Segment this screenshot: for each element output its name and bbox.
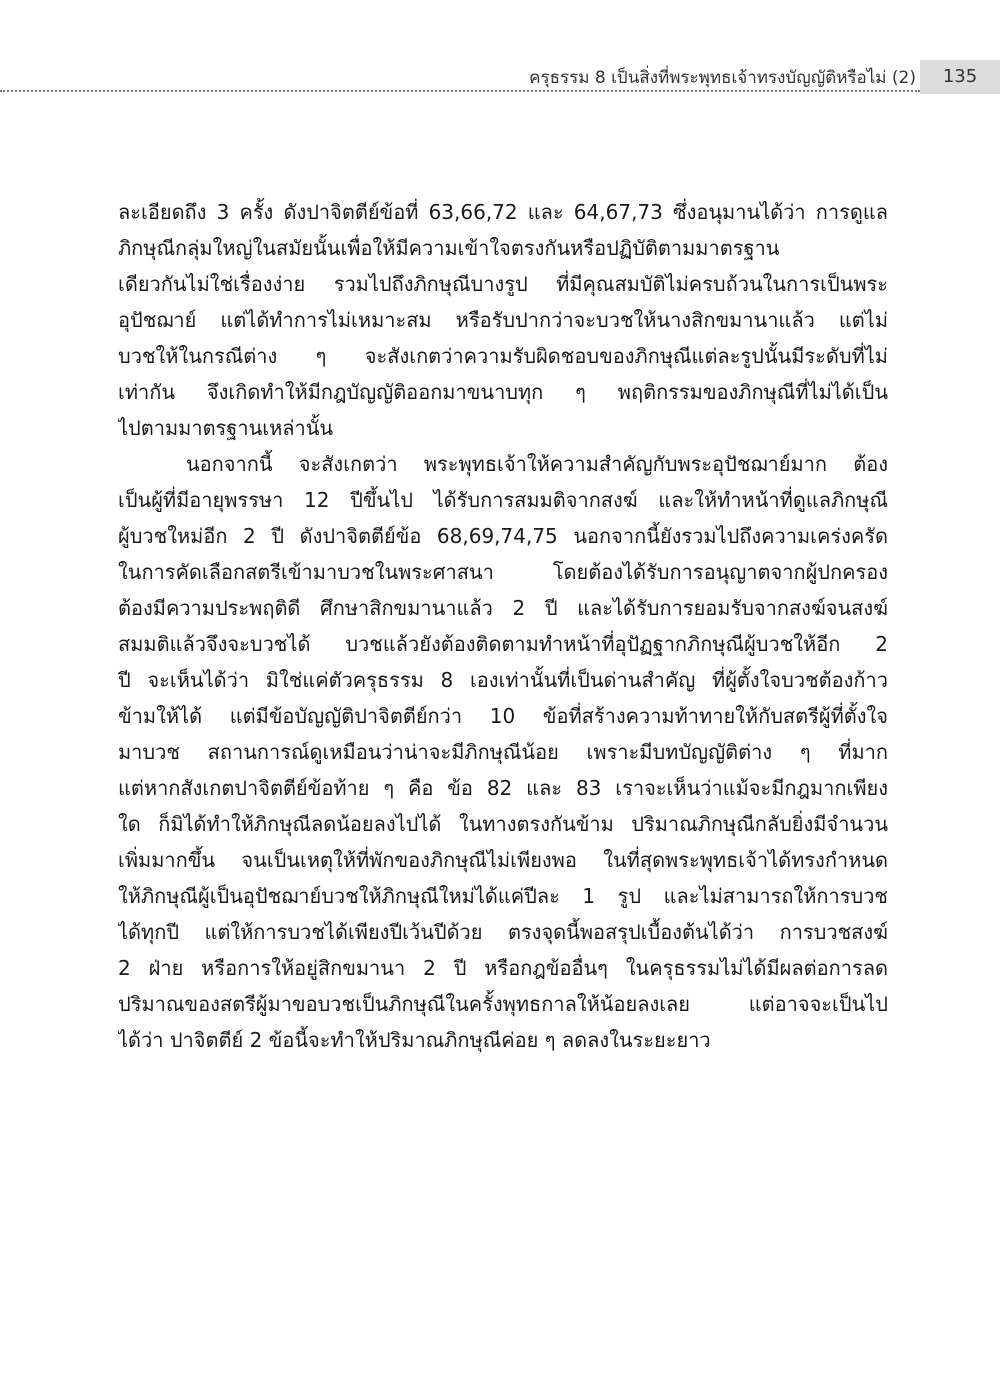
- text-line: ไปตามมาตรฐานเหล่านั้น: [118, 416, 334, 440]
- text-line: สมมติแล้วจึงจะบวชได้ บวชแล้วยังต้องติดตามทำหน้าที่อุปัฏฐากภิกษุณีผู้บวชให้อีก 2: [118, 632, 888, 656]
- text-line: เดียวกันไม่ใช่เรื่องง่าย รวมไปถึงภิกษุณีบางรูป ที่มีคุณสมบัติไม่ครบถ้วนในการเป็นพระ: [118, 272, 888, 296]
- text-line: ต้องมีความประพฤติดี ศึกษาสิกขมานาแล้ว 2 ปี และได้รับการยอมรับจากสงฆ์จนสงฆ์: [118, 596, 888, 620]
- text-line: ปริมาณของสตรีผู้มาขอบวชเป็นภิกษุณีในครั้งพุทธกาลให้น้อยลงเลย แต่อาจจะเป็นไป: [118, 992, 888, 1016]
- text-line: ภิกษุณีกลุ่มใหญ่ในสมัยนั้นเพื่อให้มีความเข้าใจตรงกันหรือปฏิบัติตามมาตรฐาน: [118, 236, 780, 260]
- text-line: 2 ฝ่าย หรือการให้อยู่สิกขมานา 2 ปี หรือกฎข้ออื่นๆ ในครุธรรมไม่ได้มีผลต่อการลด: [118, 956, 888, 980]
- running-header-title: ครุธรรม 8 เป็นสิ่งที่พระพุทธเจ้าทรงบัญญัติหรือไม่ (2): [529, 68, 916, 88]
- page-number: 135: [920, 60, 1000, 94]
- text-line: มาบวช สถานการณ์ดูเหมือนว่าน่าจะมีภิกษุณีน้อย เพราะมีบทบัญญัติต่าง ๆ ที่มาก: [118, 740, 888, 764]
- text-line: ผู้บวชใหม่อีก 2 ปี ดังปาจิตตีย์ข้อ 68,69,74,75 นอกจากนี้ยังรวมไปถึงความเคร่งครัด: [118, 524, 888, 548]
- text-line: ละเอียดถึง 3 ครั้ง ดังปาจิตตีย์ข้อที่ 63,66,72 และ 64,67,73 ซึ่งอนุมานได้ว่า การดูแล: [118, 200, 888, 224]
- text-line: แต่หากสังเกตปาจิตตีย์ข้อท้าย ๆ คือ ข้อ 82 และ 83 เราจะเห็นว่าแม้จะมีกฎมากเพียง: [118, 776, 888, 800]
- text-line: ได้ทุกปี แต่ให้การบวชได้เพียงปีเว้นปีด้วย ตรงจุดนี้พอสรุปเบื้องต้นได้ว่า การบวชสงฆ์: [118, 920, 888, 944]
- header-dotted-rule: [0, 90, 920, 92]
- paragraph-2: [118, 446, 888, 1058]
- text-line: ได้ว่า ปาจิตตีย์ 2 ข้อนี้จะทำให้ปริมาณภิกษุณีค่อย ๆ ลดลงในระยะยาว: [118, 1028, 711, 1052]
- text-line: เท่ากัน จึงเกิดทำให้มีกฎบัญญัติออกมาขนาบทุก ๆ พฤติกรรมของภิกษุณีที่ไม่ได้เป็น: [118, 380, 888, 404]
- text-line: ให้ภิกษุณีผู้เป็นอุปัชฌาย์บวชให้ภิกษุณีใหม่ได้แค่ปีละ 1 รูป และไม่สามารถให้การบวช: [118, 884, 888, 908]
- text-line: ในการคัดเลือกสตรีเข้ามาบวชในพระศาสนา โดยต้องได้รับการอนุญาตจากผู้ปกครอง: [118, 560, 888, 584]
- running-header: [0, 60, 1000, 94]
- text-line: อุปัชฌาย์ แต่ได้ทำการไม่เหมาะสม หรือรับปากว่าจะบวชให้นางสิกขมานาแล้ว แต่ไม่: [118, 308, 888, 332]
- text-line: เป็นผู้ที่มีอายุพรรษา 12 ปีขึ้นไป ได้รับการสมมติจากสงฆ์ และให้ทำหน้าที่ดูแลภิกษุณี: [118, 488, 888, 512]
- text-line: ใด ก็มิได้ทำให้ภิกษุณีลดน้อยลงไปได้ ในทางตรงกันข้าม ปริมาณภิกษุณีกลับยิ่งมีจำนวน: [118, 812, 888, 836]
- text-line: นอกจากนี้ จะสังเกตว่า พระพุทธเจ้าให้ความสำคัญกับพระอุปัชฌาย์มาก ต้อง: [186, 452, 888, 476]
- text-line: ปี จะเห็นได้ว่า มิใช่แค่ตัวครุธรรม 8 เองเท่านั้นที่เป็นด่านสำคัญ ที่ผู้ตั้งใจบวชต้องก้าว: [118, 668, 888, 692]
- text-line: ข้ามให้ได้ แต่มีข้อบัญญัติปาจิตตีย์กว่า 10 ข้อที่สร้างความท้าทายให้กับสตรีผู้ที่ตั้งใจ: [118, 704, 888, 728]
- text-line: บวชให้ในกรณีต่าง ๆ จะสังเกตว่าความรับผิดชอบของภิกษุณีแต่ละรูปนั้นมีระดับที่ไม่: [118, 344, 888, 368]
- paragraph-1: [118, 194, 888, 446]
- text-line: เพิ่มมากขึ้น จนเป็นเหตุให้ที่พักของภิกษุณีไม่เพียงพอ ในที่สุดพระพุทธเจ้าได้ทรงกำหนด: [118, 848, 888, 872]
- body-text: [118, 194, 888, 1058]
